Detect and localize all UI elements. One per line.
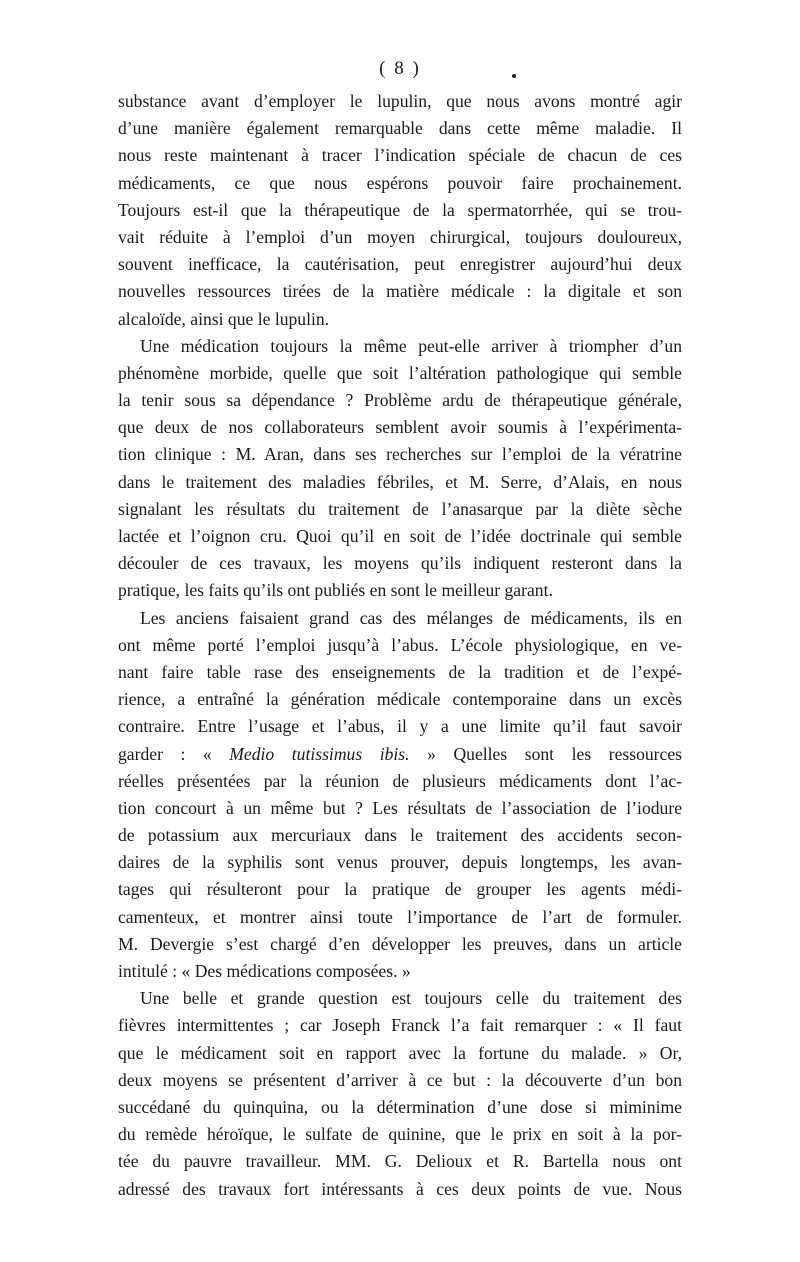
text-line: intitulé : « Des médications composées. » (118, 961, 411, 981)
text-line: du remède héroïque, le sulfate de quinine, que le prix en soit à la por- (118, 1124, 682, 1145)
text-line: nant faire table rase des enseignements de la tradition et de l’expé- (118, 661, 682, 682)
text-line: vait réduite à l’emploi d’un moyen chirurgical, toujours douloureux, (118, 226, 682, 247)
text-line: tion clinique : M. Aran, dans ses recherches sur l’emploi de la vératrine (118, 444, 682, 465)
text-line: Toujours est-il que la thérapeutique de la spermatorrhée, qui se trou- (118, 199, 682, 220)
text-line: garder : « Medio tutissimus ibis. » Quelles sont les ressources (118, 743, 682, 764)
text-line: deux moyens se présentent d’arriver à ce but : la découverte d’un bon (118, 1069, 682, 1090)
text-line: rience, a entraîné la génération médicale contemporaine dans un excès (118, 689, 682, 710)
text-line: phénomène morbide, quelle que soit l’altération pathologique qui semble (118, 362, 682, 383)
text-line: de potassium aux mercuriaux dans le traitement des accidents secon- (118, 825, 682, 846)
text-line: Une belle et grande question est toujours celle du traitement des (140, 988, 682, 1009)
text-line: alcaloïde, ainsi que le lupulin. (118, 308, 330, 329)
text-line: lactée et l’oignon cru. Quoi qu’il en soit de l’idée doctrinale qui semble (118, 526, 682, 546)
text-line: médicaments, ce que nous espérons pouvoir faire prochainement. (118, 172, 682, 193)
text-line: que deux de nos collaborateurs semblent avoir soumis à l’expérimenta- (118, 417, 682, 438)
text-line: Une médication toujours la même peut-elle arriver à triompher d’un (140, 335, 682, 356)
text-line: Les anciens faisaient grand cas des mélanges de médicaments, ils en (140, 607, 682, 628)
text-line: d’une manière également remarquable dans cette même maladie. Il (118, 118, 682, 139)
text-line: succédané du quinquina, ou la détermination d’une dose si miminime (118, 1096, 682, 1117)
latin-quote: Medio tutissimus ibis. (229, 743, 410, 764)
text-line: que le médicament soit en rapport avec la fortune du malade. » Or, (118, 1042, 682, 1063)
ink-speck (512, 74, 516, 78)
text-line: camenteux, et montrer ainsi toute l’importance de l’art de formuler. (118, 906, 682, 927)
text-line: la tenir sous sa dépendance ? Problème ardu de thérapeutique générale, (118, 390, 682, 411)
text-line: ont même porté l’emploi jusqu’à l’abus. L’école physiologique, en ve- (118, 634, 682, 655)
text-line: dans le traitement des maladies fébriles, et M. Serre, d’Alais, en nous (118, 471, 682, 492)
page-number: ( 8 ) (379, 58, 421, 79)
body-text (118, 88, 682, 1203)
text-line: adressé des travaux fort intéressants à ces deux points de vue. Nous (118, 1178, 682, 1199)
text-line: daires de la syphilis sont venus prouver, depuis longtemps, les avan- (118, 852, 682, 873)
text-line: tion concourt à un même but ? Les résultats de l’association de l’iodure (118, 797, 682, 818)
text-line: substance avant d’employer le lupulin, que nous avons montré agir (118, 91, 682, 111)
text-line: découler de ces travaux, les moyens qu’ils indiquent resteront dans la (118, 553, 682, 574)
text-line: signalant les résultats du traitement de l’anasarque par la diète sèche (118, 498, 682, 519)
text-line: nouvelles ressources tirées de la matière médicale : la digitale et son (118, 281, 682, 302)
text-line: nous reste maintenant à tracer l’indication spéciale de chacun de ces (118, 145, 682, 166)
text-line: fièvres intermittentes ; car Joseph Franck l’a fait remarquer : « Il faut (118, 1015, 682, 1036)
text-line: souvent inefficace, la cautérisation, peut enregistrer aujourd’hui deux (118, 254, 682, 275)
text-line: M. Devergie s’est chargé d’en développer les preuves, dans un article (118, 933, 682, 954)
text-line: réelles présentées par la réunion de plusieurs médicaments dont l’ac- (118, 770, 682, 791)
text-line: tée du pauvre travailleur. MM. G. Delioux et R. Bartella nous ont (118, 1151, 682, 1172)
text-line: tages qui résulteront pour la pratique de grouper les agents médi- (118, 879, 682, 900)
text-line: pratique, les faits qu’ils ont publiés en sont le meilleur garant. (118, 580, 553, 601)
text-line: contraire. Entre l’usage et l’abus, il y a une limite qu’il faut savoir (118, 716, 682, 737)
